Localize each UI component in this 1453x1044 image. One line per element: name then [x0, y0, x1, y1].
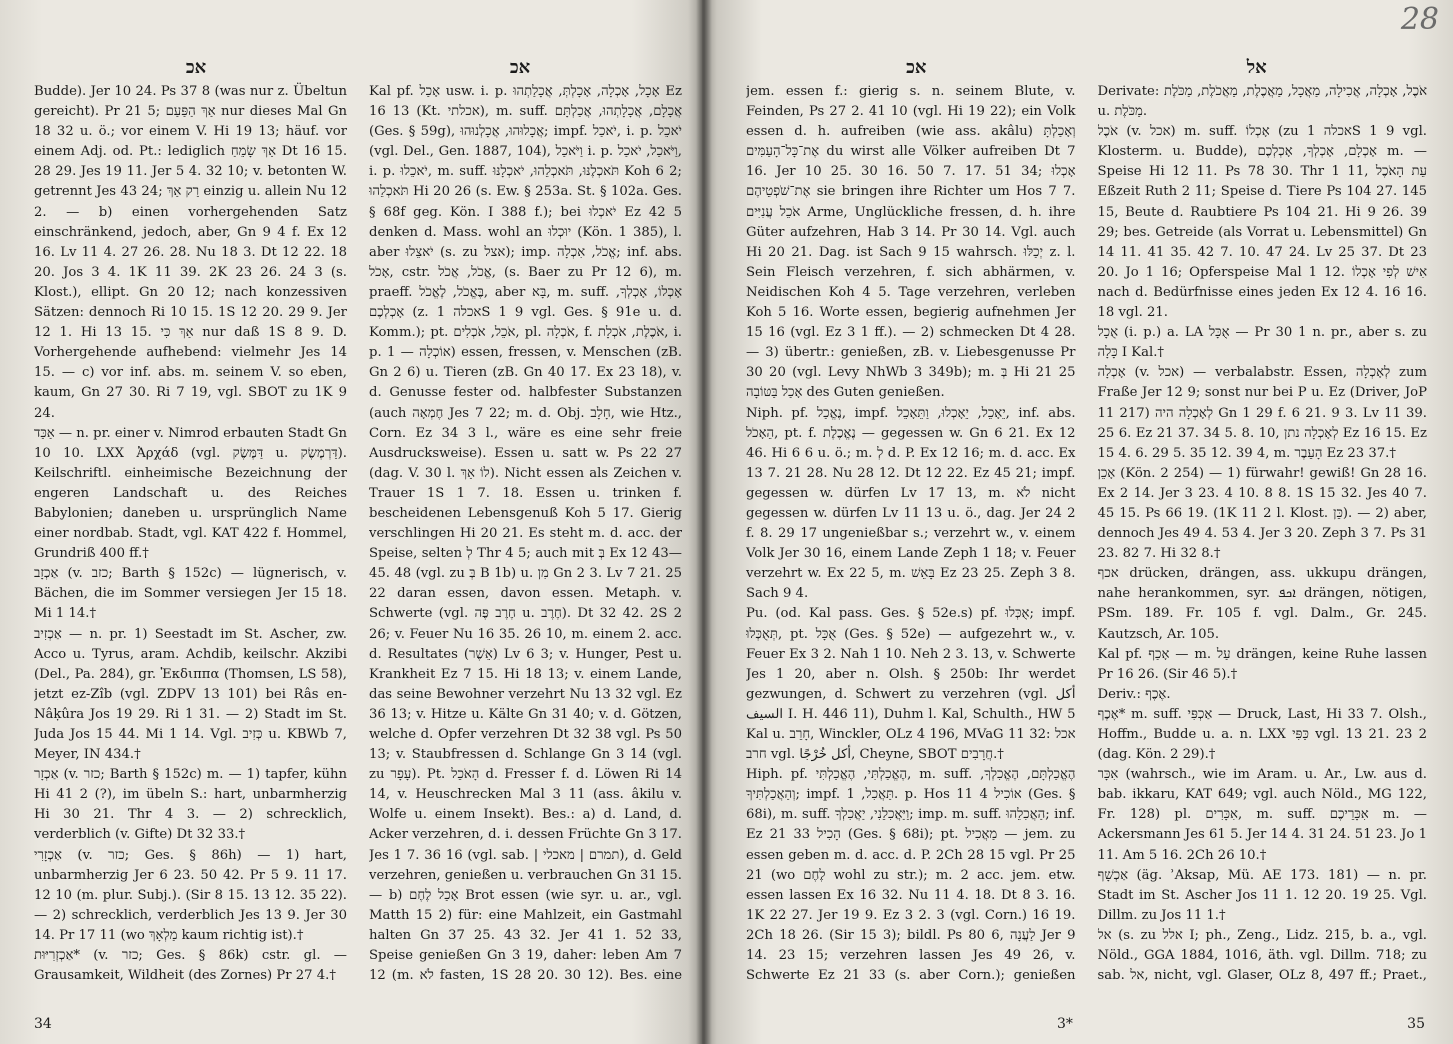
entry-ikkar: אִכָּר (wahrsch., wie im Aram. u. Ar., Lw. aus d. bab. ikkaru, KAT 649; vgl. auch Nöld., MG 122, Fr. 128) pl. אִכָּרִים, m. suff. אִכָּרֵיכֶם m. — Ackersmann Jes 61 5. Jer 14 4. 31 24. 51 23. Jo 1 11. Am 5 16. 2Ch 26 10.†: [1097, 767, 1427, 863]
entry-akkad: אַכַּד — n. pr. einer v. Nimrod erbauten Stadt Gn 10 10. LXX Ἀρχάδ (vgl. דַּמֶּשֶׂק u. דַּרְמֶשֶׂק). Keilschriftl. einheimische Bezeichnung der engeren Landschaft u. des Reiches Babylonien; daneben u. ursprünglich Name einer nordbab. Stadt, vgl. KAT 422 f. Hommel, Grundriß 400 ff.†: [34, 425, 347, 562]
entry-derivate: Derivate: אֹכֶל, אָכְלָה, אֲכִילָה, מַאֲכָל, מַאֲכֶלֶת, מַאֲכֹלֶת, מַכֹּלֶת u. מַכֹּלֶת.: [1097, 84, 1427, 120]
left-page: [0, 0, 702, 1044]
entry-akaf-root: אכף drücken, drängen, ass. ukkupu drängen, nahe herankommen, syr. ܐܟܦ drängen, nötigen, PSm. 189. Fr. 105 f. vgl. Dalm., Gr. 245. Kautzsch, Ar. 105.: [1097, 566, 1427, 642]
left-running-head-1: אכ: [185, 56, 207, 78]
right-page: [702, 0, 1453, 1044]
left-running-head-2: אכ: [509, 56, 531, 78]
entry-akzari: אַכְזָרִי (v. כזר; Ges. § 86h) — 1) hart, unbarmherzig Jer 6 23. 50 42. Pr 5 9. 11 17. 12 10 (m. plur. Subj.). (Sir 8 15. 13 12. 35 22). — 2) schrecklich, verderblich Jes 13 9. Jer 30 14. Pr 17 11 (wo מַלְאָךְ kaum richtig ist).†: [34, 847, 347, 943]
handwritten-page-note: 28: [1400, 2, 1439, 37]
right-column-1: [746, 82, 1076, 982]
entry-akal-kal: Kal pf. אָכַל usw. i. p. אָכָל, אָכְלָה, אָכָלְתְּ, אֲכָלַתְהוּ Ez 16 13 (Kt. אכלתי), m. suff. אֲכָלָם, אֲכָלָתְהוּ, אֲכַלְתָּם (Ges. § 59g), אֲכָלוּהוּ, אֲכָלְנוּהוּ; impf. יֹאכַל, i. p. יֹאכֵל (vgl. Del., Gen. 1887, 104), וַיֹּאכַל i. p. וַיֹּאכַל, יֹאכַל, i. p. יֹאכֵלוּ, m. suff. תֹּאכְלֶנּוּ, תֹּאכְלֵהוּ, יֹאכְלָנּוּ Koh 6 2; תֹּאכְלֵהוּ Hi 20 26 (s. Ew. § 253a. St. § 102a. Ges. § 68f geg. Kön. I 388 f.); bei יֹאכְלוּ Ez 42 5 denken d. Mass. wohl an יוּכְלוּ (Kön. 1 385), l. aber יֹאצֵלוּ (s. zu אצל); imp. אֱכֹל, אִכְלָה; inf. abs. אָכֹל, cstr. אֱכֹל, אֲכֹל, (s. Baer zu Pr 12 6), m. praeff. בֶּאֱכֹל, לֶאֱכֹל, aber בָּא, m. suff. אָכְלוֹ, אָכְלְךָ, אָכְלְכֶם (z. אכלה 1S 1 9 vgl. Ges. § 91e u. d. Komm.); pt. אֹכֵל, אֹכְלִים, pl. אֹכְלָה, f. אֹכֶלֶת, אֹכְלָת, i. p. אוֹכְלָה — 1) essen, fressen, v. Menschen (zB. Gn 2 6) u. Tieren (zB. Gn 40 17. Ex 23 18), v. d. Genusse fester od. halbfester Substanzen (auch חֶמְאָה Jes 7 22; m. d. Obj. חָלָב, wie Htz., Corn. Ez 34 3 l., wäre es eine sehr freie Ausdrucksweise). Essen u. satt w. Ps 22 27 (dag. V. 30 l. לוֹ אַךְ). Nicht essen als Zeichen v. Trauer 1S 1 7. 18. Essen u. trinken f. bescheidenen Lebensgenuß Koh 5 17. Gierig verschlingen Hi 20 21. Es steht m. d. acc. der Speise, selten לְ Thr 4 5; auch mit בְּ Ex 12 43—45. 48 (vgl. zu בְּ B 1b) u. מִן Gn 2 3. Lv 7 21. 25 22 daran essen, davon essen. Metaph. v. Schwerte (vgl. חֶרֶב פֶּה u. חֶרֶב). Dt 32 42. 2S 2 26; v. Feuer Nu 16 35. 26 10, m. einem 2. acc. d. Resultates (אֵשֶׁר) Lv 6 3; v. Hunger, Pest u. Krankheit Ez 7 15. Hi 18 13; v. einem Lande, das seine Bewohner verzehrt Nu 13 32 vgl. Ez 36 13; v. Hitze u. Kälte Gn 31 40; v. d. Götzen, welche d. Opfer verzehren Dt 32 38 vgl. Ps 50 13; v. Staubfressen d. Schlange Gn 3 14 (vgl. zu עָפָר). Pt. הָאֹכֵל d. Fresser f. d. Löwen Ri 14 14, v. Heuschrecken Mal 3 11 (ass. âkilu v. Wolfe u. einem Insekt). Bes.: a) d. Land, d. Acker verzehren, d. i. dessen Früchte Gn 3 17. Jes 1 7. 36 16 (vgl. sab. | תמרם | מאכלי), d. Geld verzehren, genießen u. verbrauchen Gn 31 15. — b) אָכַל לֶחֶם Brot essen (wie syr. u. ar., vgl. Matth 15 2) für: eine Mahlzeit, ein Gastmahl halten Gn 37 25. 43 32. Jer 41 1. 52 33, Speise genießen Gn 3 19, daher: leben Am 7 12 (m. לֹא fasten, 1S 28 20. 30 12). Bes. eine: [369, 84, 682, 982]
entry-akaf-kal: Kal pf. אָכַף — m. עַל drängen, keine Ruhe lassen Pr 16 26. (Sir 46 5).†: [1097, 646, 1427, 682]
left-column-1: [34, 82, 347, 982]
left-page-header: [34, 52, 682, 82]
entry-ekef: אֶכֶף* m. suff. אַכְפִּי — Druck, Last, Hi 33 7. Olsh., Hoffm., Budde u. a. n. LXX כַּפִּי vgl. 13 21. 23 2 (dag. Kön. 2 29).†: [1097, 706, 1427, 763]
signature-mark: 3*: [1057, 1016, 1073, 1032]
entry-akzib: אַכְזִיב — n. pr. 1) Seestadt im St. Ascher, zw. Acco u. Tyrus, aram. Achdib, keilschr. Akzibi (Del., Pa. 284), gr. Ἐκδιππα (Thomsen, LS 58), jetzt ez-Zîb (vgl. ZDPV 13 101) bei Râs en-Nâḳûra Jos 19 29. Ri 1 31. — 2) Stadt im St. Juda Jos 15 44. Mi 1 14. Vgl. כְּזִיב u. KBWb 7, Meyer, IN 434.†: [34, 626, 347, 763]
entry-akal-niphal: Niph. pf. נֶאֱכַל, impf. יֵאָכֵל, יֵאָכְלוּ, וַתֵּאָכֵל, inf. abs. הֵאָכֹל, pt. f. נֶאֱכֶלֶת — gegessen w. Gn 6 21. Ex 12 46. Hi 6 6 u. ö.; m. לְ d. P. Ex 12 16; m. d. acc. Ex 13 7. 21 28. Nu 28 12. Dt 12 22. Ez 45 21; impf. gegessen w. dürfen Lv 17 13, m. לֹא nicht gegessen w. dürfen Lv 11 13 u. ö., dag. Jer 24 2 f. 8. 29 17 ungenießbar s.; verzehrt w., v. einem Volk Jer 30 16, einem Lande Zeph 1 18; v. Feuer verzehrt w. Ex 22 5, m. בָּאֵשׁ Ez 23 25. Zeph 3 8. Sach 9 4.: [746, 405, 1076, 602]
left-column-2: [369, 82, 682, 982]
entry-okhel: אֹכֶל (v. אכל) m. suff. אָכְלוֹ (zu אכלה 1S 1 9 vgl. Klosterm. u. Budde), אָכְלָם, אָכְלְךָ, אָכְלְכֶם m. — Speise Hi 12 11. Ps 78 30. Thr 1 11, עֵת הָאֹכֶל Eßzeit Ruth 2 11; Speise d. Tiere Ps 104 27. 145 15, Beute d. Raubtiere Ps 104 21. Hi 9 26. 39 29; bes. Getreide (als Vorrat u. Lebensmittel) Gn 14 11. 41 35. 42 7. 10. 47 24. Lv 25 37. Dt 23 20. Jo 1 16; Opferspeise Mal 1 12. אִישׁ לְפִי אָכְלוֹ nach d. Bedürfnisse eines jeden Ex 12 4. 16 16. 18 vgl. 21.: [1097, 124, 1427, 321]
right-column-2: [1098, 82, 1428, 982]
right-running-head-2: אל: [1246, 56, 1267, 78]
book-gutter: [696, 0, 712, 1044]
right-page-number: 35: [1407, 1016, 1425, 1032]
entry-akhen: אָכֵן (Kön. 2 254) — 1) fürwahr! gewiß! Gn 28 16. Ex 2 14. Jer 3 23. 4 10. 8 8. 1S 15 32. Jes 40 7. 45 15. Ps 66 19. (1K 11 2 l. Klost. כֵּן). — 2) aber, dennoch Jes 49 4. 53 4. Jer 3 20. Zeph 3 7. Ps 31 23. 82 7. Hi 32 8.†: [1097, 465, 1427, 562]
entry-akzav: אַכְזָב (v. כזב; Barth § 152c) — lügnerisch, v. Bächen, die im Sommer versiegen Jer 15 18. Mi 1 14.†: [34, 566, 347, 622]
entry-akal-continuation: jem. essen f.: gierig s. n. seinem Blute, v. Feinden, Ps 27 2. 41 10 (vgl. Hi 19 22); ein Volk essen d. h. aufreiben (wie ass. akâlu) וְאָכַלְתָּ אֶת־כָּל־הָעַמִּים du wirst alle Völker aufreiben Dt 7 16. Jer 10 25. 30 16. 50 7. 17. 51 34; אָכְלוּ אֶת־שֹׁפְטֵיהֶם sie bringen ihre Richter um Hos 7 7. אֹכֵל עֲנִיִּים Arme, Unglückliche fressen, d. h. ihre Güter aufzehren, Hab 3 14. Pr 30 14. Vgl. auch Hi 20 21. Dag. ist Sach 9 15 wahrsch. יְכַלּוּ z. l. Sein Fleisch verzehren, f. sich abhärmen, v. Neidischen Koh 4 5. Tage verzehren, verleben Koh 5 16. Worte essen, begierig aufnehmen Jer 15 16 (vgl. Ez 3 1 ff.). — 2) schmecken Dt 4 28. — 3) übertr.: genießen, zB. v. Liebesgenusse Pr 30 20 (vgl. Levy NhWb 3 349b); m. בְּ Hi 21 25 אָכַל בַּטּוֹבָה des Guten genießen.: [746, 84, 1076, 401]
left-page-number: 34: [34, 1016, 52, 1032]
entry-al: אל (s. zu אלל I; ph., Zeng., Lidz. 215, b. a., vgl. Nöld., GGA 1884, 1016, äth. vgl. Dillm. 718; zu sab. אל, nicht, vgl. Glaser, OLz 8, 497 ff.; Praet.,: [1097, 927, 1427, 982]
right-page-columns: [746, 82, 1427, 982]
entry-ukal: אֻכָל (i. p.) a. LA אֻכָּל — Pr 30 1 n. pr., aber s. zu כָּלָה I Kal.†: [1097, 325, 1427, 361]
entry-akal-pual: Pu. (od. Kal pass. Ges. § 52e.s) pf. אֻכְּלוּ; impf. תְּאֻכְּלוּ, pt. אֻכָּל (Ges. § 52e) — aufgezehrt w., v. Feuer Ex 3 2. Nah 1 10. Neh 2 3. 13, v. Schwerte Jes 1 20, aber n. Olsh. § 250b: Ihr werdet gezwungen, d. Schwert zu verzehren (vgl. أكل السيف I. H. 446 11), Duhm l. Kal, Schulth., HW 5 Kal u. חָרֵב, Winckler, OLz 4 196, MVaG 11 32: אכל חרב vgl. أكل خُرْجًا, Cheyne, SBOT חֲרָבִים.†: [746, 606, 1076, 763]
entry-akhshaf: אַכְשָׁף (äg. ʾAksap, Mü. AE 173. 181) — n. pr. Stadt im St. Ascher Jos 11 1. 12 20. 19 25. Vgl. Dillm. zu Jos 11 1.†: [1097, 867, 1427, 923]
entry-akzar: אַכְזָר (v. כזר; Barth § 152c) m. — 1) tapfer, kühn Hi 41 2 (?), im übeln S.: hart, unbarmherzig Hi 30 21. Thr 4 3. — 2) schrecklich, verderblich (v. Gifte) Dt 32 33.†: [34, 767, 347, 843]
left-page-columns: [34, 82, 682, 982]
entry-ak-continuation: Budde). Jer 10 24. Ps 37 8 (was nur z. Übeltun gereicht). Pr 21 5; אַךְ הַפַּעַם nur dieses Mal Gn 18 32 u. ö.; vor einem V. Hi 19 13; häuf. vor einem Adj. od. Pt.: lediglich אַךְ שָׂמֵחַ Dt 16 15. 28 29. Jes 19 11. Jer 5 4. 32 10; v. betonten W. getrennt Jes 43 24; רַק אַךְ einzig u. allein Nu 12 2. — b) einen vorhergehenden Satz einschränkend, jedoch, aber, Gn 9 4 f. Ex 12 16. Lv 11 4. 27 26. 28. Nu 18 3. Dt 12 22. 18 20. Jos 3 4. 1K 11 39. 2K 23 26. 24 3 (s. Klost.), ellipt. Gn 20 12; nach konzessiven Sätzen: dennoch Ri 10 15. 1S 12 20. 29 9. Jer 12 1. Hi 13 15. אַךְ כִּי nur daß 1S 8 9. D. Vorhergehende aufhebend: vielmehr Jes 14 15. — c) vor inf. abs. m. seinem V. so eben, kaum, Gn 27 30. Ri 7 19, vgl. SBOT zu 1K 9 24.: [34, 84, 347, 421]
entry-akaf-deriv: Deriv.: אֶכֶף.: [1097, 686, 1171, 702]
entry-akal-hiphil: Hiph. pf. הֶאֱכַלְתִּי, הֶאֱכַלְתִּי, m. suff. הֶאֱכַלְתָּם, הֶאֱכִלְךָ, וְהַאֲכַלְתִּיךָ; impf. תַּאֲכִל, 1. p. Hos 11 4 אוֹכִיל (Ges. § 68i), m. suff. וַיַּאֲכִלֵנִי, יַאֲכִלְךָ; imp. m. suff. הַאֲכִלֵהוּ; inf. Ez 21 33 הָכִיל (Ges. § 68i); pt. מַאֲכִיל — jem. zu essen geben m. d. acc. d. P. 2Ch 28 15 vgl. Pr 25 21 (wo לֶחֶם wohl zu str.); m. 2 acc. jem. etw. essen lassen Ex 16 32. Nu 11 4. 18. Dt 8 3. 16. 1K 22 27. Jer 19 9. Ez 3 2. 3 (vgl. Corn.) 16 19. 2Ch 18 26. (Sir 15 3); bildl. Ps 80 6, לַעֲנָה Jer 9 14. 23 15; verzehren lassen Jes 49 26, v. Schwerte Ez 21 33 (s. aber Corn.); genießen: [746, 767, 1076, 982]
entry-okhlah: אָכְלָה (v. אכל) — verbalabstr. Essen, לְאָכְלָה zum Fraße Jer 12 9; sonst nur bei P u. Ez (Driver, JoP 11 217) לְאָכְלָה היה Gn 1 29 f. 6 21. 9 3. Lv 11 39. 25 6. Ez 21 37. 34 5. 8. 10, לְאָכְלָה נתן Ez 16 15. Ez 15 4. 6. 29 5. 35 12. 39 4, m. הָעֵבֶר Ez 23 37.†: [1097, 365, 1427, 461]
right-page-header: [746, 52, 1427, 82]
right-running-head-1: אכ: [906, 56, 927, 78]
entry-akzeriyut: אַכְזְרִיּוּת* (v. כזר; Ges. § 86k) cstr. gl. — Grausamkeit, Wildheit (des Zornes) Pr 27 4.†: [34, 948, 347, 982]
